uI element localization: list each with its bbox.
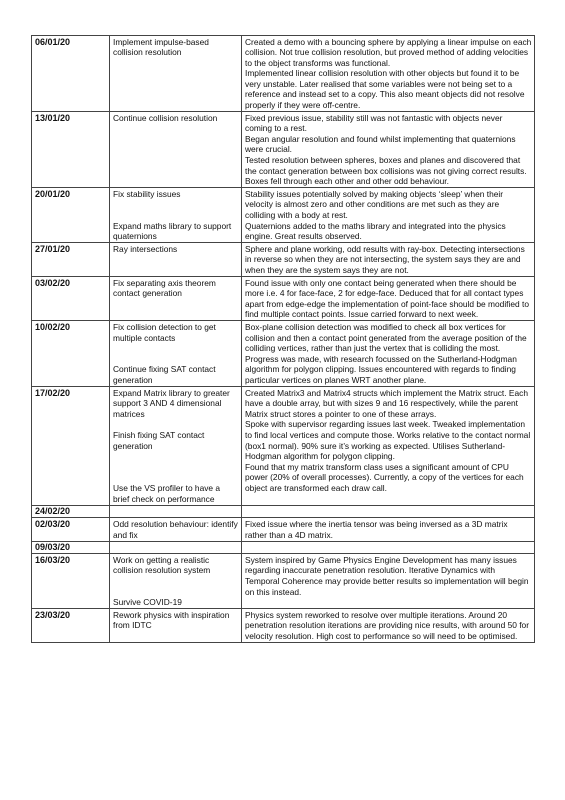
row-notes <box>242 243 535 277</box>
row-date: 13/01/20 <box>32 112 110 188</box>
task-text: Finish fixing SAT contact generation <box>113 429 205 451</box>
row-tasks <box>110 188 242 243</box>
row-tasks <box>110 36 242 112</box>
note-text: Quaternions added to the maths library and integrated into the physics engine. Great results observed. <box>245 220 506 242</box>
note-text: Began angular resolution and found whilst implementing that quaternions were crucial. <box>245 133 516 155</box>
log-row <box>32 387 535 506</box>
row-date: 02/03/20 <box>32 518 110 541</box>
task-text: Survive COVID-19 <box>113 597 182 608</box>
task-text: Use the VS profiler to have a brief check on performance <box>113 482 221 504</box>
row-notes <box>242 505 535 518</box>
note-text: Fixed issue where the inertia tensor was being inversed as a 3D matrix rather than a 4D matrix. <box>245 518 508 540</box>
log-row <box>32 112 535 188</box>
row-tasks <box>110 541 242 554</box>
row-tasks <box>110 243 242 277</box>
row-notes <box>242 277 535 321</box>
note-text: Spoke with supervisor regarding issues last week. Tweaked implementation to find local vertices and compute those. Works relative to the contact normal (box1 normal). 90% sure it’s working as expected. Utilises Sutherland-Hodgman algorithm for polygon clipping. <box>245 419 531 462</box>
note-text: System inspired by Game Physics Engine Development has many issues regarding inaccurate penetration resolution. Iterative Dynamics with Temporal Coherence may provide better results so implementation will begin on this instead. <box>245 554 529 597</box>
log-row <box>32 518 535 541</box>
log-row <box>32 243 535 277</box>
log-row <box>32 36 535 112</box>
row-notes <box>242 609 535 643</box>
log-row <box>32 505 535 518</box>
task-text: Fix collision detection to get multiple contacts <box>113 321 216 343</box>
task-text: Continue collision resolution <box>113 112 218 123</box>
row-tasks <box>110 277 242 321</box>
task-text: Implement impulse-based collision resolution <box>113 36 209 58</box>
row-notes <box>242 541 535 554</box>
row-tasks <box>110 387 242 506</box>
row-tasks <box>110 554 242 609</box>
log-row <box>32 188 535 243</box>
task-text: Continue fixing SAT contact generation <box>113 364 216 385</box>
note-text: Tested resolution between spheres, boxes and planes and discovered that the contact generation between box collisions was not giving correct results. Boxes fell through each other and other odd behaviour. <box>245 155 527 187</box>
task-text: Odd resolution behaviour: identify and fix <box>113 518 238 540</box>
row-notes <box>242 321 535 387</box>
log-row <box>32 321 535 387</box>
row-date: 20/01/20 <box>32 188 110 243</box>
row-notes <box>242 112 535 188</box>
note-text: Created Matrix3 and Matrix4 structs which implement the Matrix struct. Each have a double array, but with sizes 9 and 16 respectively, while the parent Matrix struct stores a pointer to one of these arrays. <box>245 387 528 419</box>
note-text: Created a demo with a bouncing sphere by applying a linear impulse on each collision. Not true collision resolution, but proved method of adding velocities to the object transforms was functional. <box>245 36 532 68</box>
task-text: Fix separating axis theorem contact generation <box>113 277 216 299</box>
note-text: Found that my matrix transform class uses a significant amount of CPU power (20% of overall processes). Currently, a copy of the vertices for each object are transformed each draw call. <box>245 461 524 493</box>
row-notes <box>242 387 535 506</box>
row-notes <box>242 554 535 609</box>
note-text: Physics system reworked to resolve over multiple iterations. Around 20 penetration resolution iterations are providing nice results, with around 50 for velocity resolution. High cost to performance so will need to be optimised. <box>245 609 529 642</box>
note-text: Sphere and plane working, odd results with ray-box. Detecting intersections in reverse so when they are not intersecting, the system says they are and when they are the system says they are not. <box>245 243 525 275</box>
task-text: Expand maths library to support quaternions <box>113 220 232 242</box>
row-date: 17/02/20 <box>32 387 110 506</box>
row-date: 16/03/20 <box>32 554 110 609</box>
note-text: Implemented linear collision resolution with other objects but found it to be very unstable. Later realised that some variables were not being set to a reference and instead set to a copy. This also meant objects did not resolve properly if they were off-centre. <box>245 68 525 111</box>
row-date: 24/02/20 <box>32 505 110 518</box>
row-date: 06/01/20 <box>32 36 110 112</box>
row-notes <box>242 518 535 541</box>
note-text: Stability issues potentially solved by making objects ‘sleep’ when their velocity is almost zero and other conditions are met such as they are colliding with a body at rest. <box>245 188 504 220</box>
task-text: Ray intersections <box>113 243 178 254</box>
task-text: Expand Matrix library to greater support 3 AND 4 dimensional matrices <box>113 387 230 419</box>
note-text: Progress was made, with research focussed on the Sutherland-Hodgman algorithm for polygon clipping. Issues encountered with regards to finding particular vertices on planes WRT another plane. <box>245 353 517 385</box>
progress-log-table <box>31 35 535 643</box>
row-tasks <box>110 112 242 188</box>
row-tasks <box>110 518 242 541</box>
note-text: Found issue with only one contact being generated when there should be more i.e. 4 for face-face, 2 for edge-face. Deduced that for all contact types apart from edge-edge the implementation of point-face should be modified to find multiple contact points. Issue carried forward to next week. <box>245 277 529 320</box>
log-row <box>32 541 535 554</box>
row-date: 10/02/20 <box>32 321 110 387</box>
log-row <box>32 277 535 321</box>
row-date: 03/02/20 <box>32 277 110 321</box>
row-tasks <box>110 505 242 518</box>
row-date: 09/03/20 <box>32 541 110 554</box>
note-text: Fixed previous issue, stability still was not fantastic with objects never coming to a rest. <box>245 112 503 134</box>
row-tasks <box>110 609 242 643</box>
task-text: Work on getting a realistic collision resolution system <box>113 554 211 576</box>
task-text: Fix stability issues <box>113 188 181 199</box>
task-text: Rework physics with inspiration from IDTC <box>113 609 230 631</box>
row-notes <box>242 188 535 243</box>
row-date: 27/01/20 <box>32 243 110 277</box>
note-text: Box-plane collision detection was modified to check all box vertices for collision and then a contact point generated from the average position of the colliding vertices, rather than just the vertex that is colliding the most. <box>245 321 527 354</box>
log-row <box>32 554 535 609</box>
row-date: 23/03/20 <box>32 609 110 643</box>
row-notes <box>242 36 535 112</box>
row-tasks <box>110 321 242 387</box>
log-row <box>32 609 535 643</box>
